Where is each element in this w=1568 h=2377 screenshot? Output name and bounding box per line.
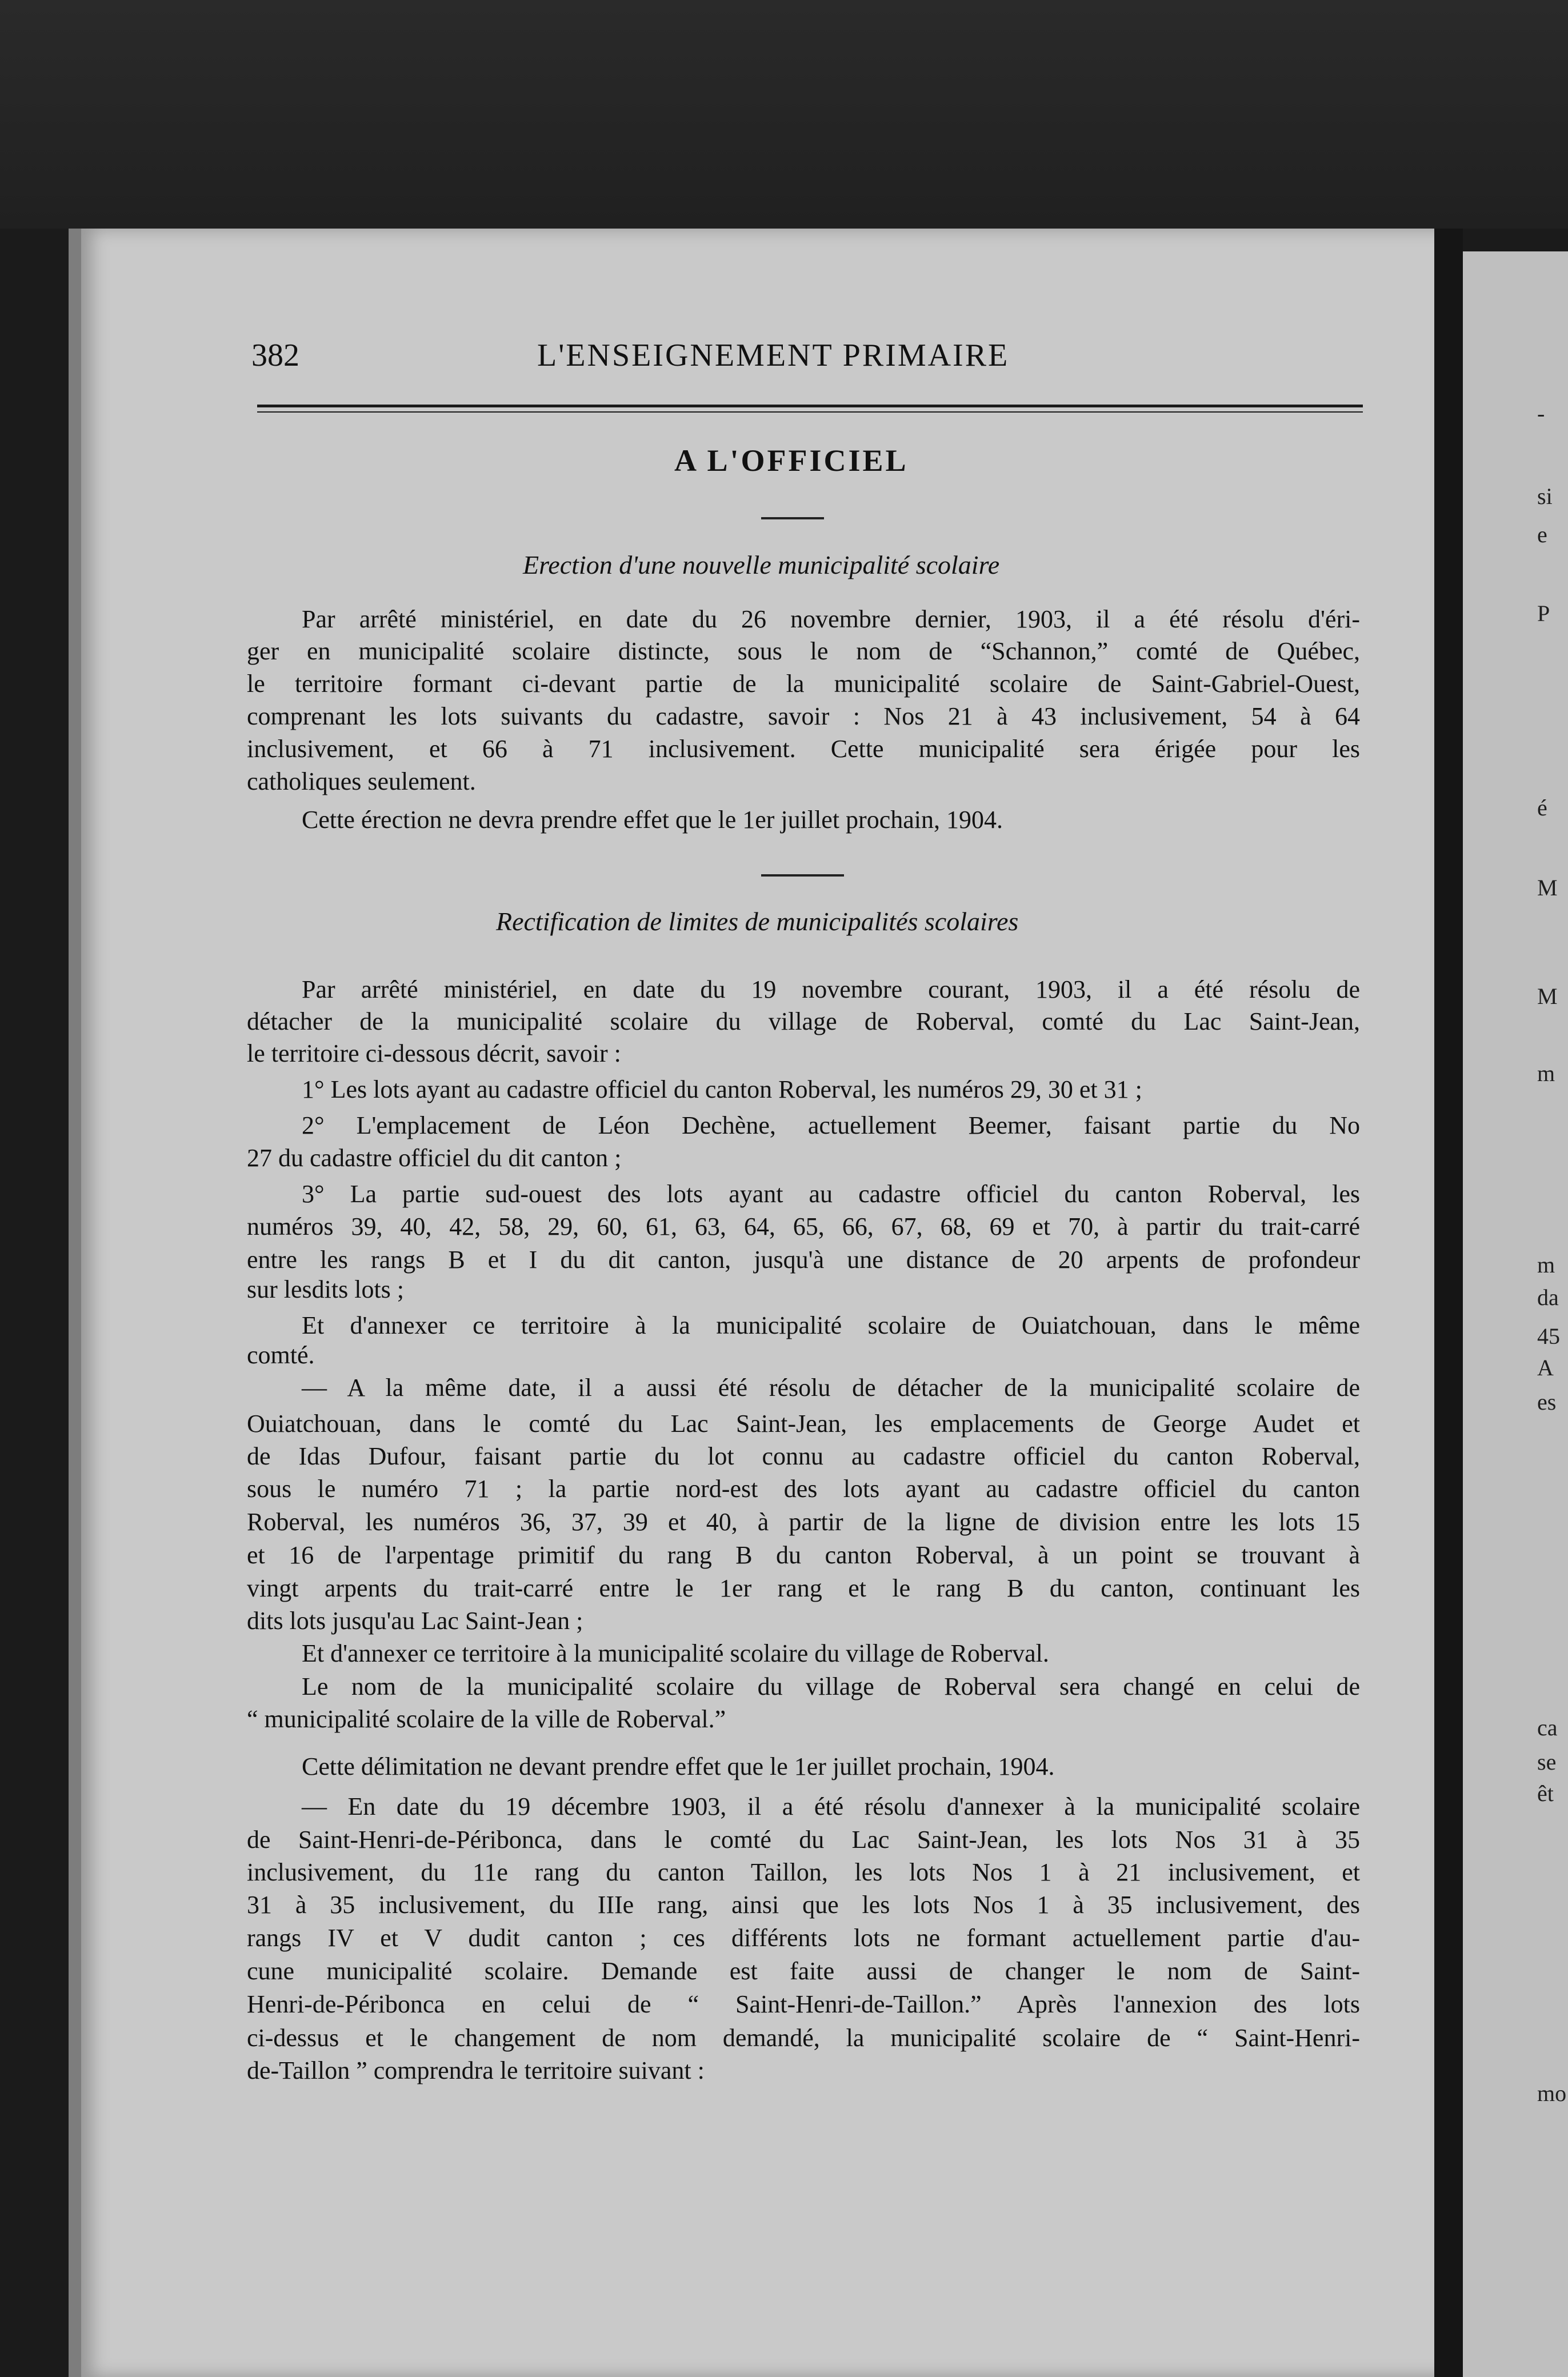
facing-page-fragment: êt xyxy=(1537,1780,1554,1806)
text-line: — A la même date, il a aussi été résolu de détacher de la municipalité scolaire de xyxy=(302,1374,1360,1402)
header-rule-thick xyxy=(257,405,1363,407)
text-line: 2° L'emplacement de Léon Dechène, actuellement Beemer, faisant partie du No xyxy=(302,1111,1360,1139)
text-line: Cette érection ne devra prendre effet que le 1er juillet prochain, 1904. xyxy=(302,806,1003,834)
text-line: ger en municipalité scolaire distincte, sous le nom de “Schannon,” comté de Québec, xyxy=(247,637,1360,665)
facing-page-fragment: mo xyxy=(1537,2080,1567,2106)
facing-page-fragment: ca xyxy=(1537,1715,1558,1740)
text-line: dits lots jusqu'au Lac Saint-Jean ; xyxy=(247,1607,583,1635)
text-line: numéros 39, 40, 42, 58, 29, 60, 61, 63, 64, 65, 66, 67, 68, 69 et 70, à partir du trait-carré xyxy=(247,1212,1360,1240)
text-line: rangs IV et V dudit canton ; ces différents lots ne formant actuellement partie d'au- xyxy=(247,1924,1360,1952)
text-line: Et d'annexer ce territoire à la municipalité scolaire de Ouiatchouan, dans le même xyxy=(302,1311,1360,1339)
facing-page-fragment: é xyxy=(1537,795,1547,821)
title-divider xyxy=(761,517,824,519)
text-line: “ municipalité scolaire de la ville de Roberval.” xyxy=(247,1705,726,1733)
text-line: catholiques seulement. xyxy=(247,767,476,795)
facing-page-fragment: si xyxy=(1537,483,1553,509)
facing-page-fragment: es xyxy=(1537,1389,1557,1415)
text-line: cune municipalité scolaire. Demande est faite aussi de changer le nom de Saint- xyxy=(247,1957,1360,1985)
text-line: Par arrêté ministériel, en date du 19 novembre courant, 1903, il a été résolu de xyxy=(302,975,1360,1003)
facing-page-fragment: se xyxy=(1537,1749,1557,1775)
text-line: Henri-de-Péribonca en celui de “ Saint-Henri-de-Taillon.” Après l'annexion des lots xyxy=(247,1990,1360,2018)
text-line: 3° La partie sud-ouest des lots ayant au cadastre officiel du canton Roberval, les xyxy=(302,1180,1360,1208)
facing-page-fragment: - xyxy=(1537,401,1545,426)
text-line: détacher de la municipalité scolaire du village de Roberval, comté du Lac Saint-Jean, xyxy=(247,1007,1360,1035)
facing-page-fragment: m xyxy=(1537,1061,1555,1086)
text-line: entre les rangs B et I du dit canton, jusqu'à une distance de 20 arpents de profondeur xyxy=(247,1246,1360,1274)
text-line: et 16 de l'arpentage primitif du rang B du canton Roberval, à un point se trouvant à xyxy=(247,1541,1360,1569)
text-line: le territoire ci-dessous décrit, savoir : xyxy=(247,1039,621,1067)
text-line: 31 à 35 inclusivement, du IIIe rang, ainsi que les lots Nos 1 à 35 inclusivement, des xyxy=(247,1891,1360,1919)
text-line: comprenant les lots suivants du cadastre, savoir : Nos 21 à 43 inclusivement, 54 à 64 xyxy=(247,702,1360,730)
facing-page-fragment: M xyxy=(1537,875,1558,901)
text-line: sur lesdits lots ; xyxy=(247,1275,405,1303)
text-line: inclusivement, et 66 à 71 inclusivement. Cette municipalité sera érigée pour les xyxy=(247,735,1360,763)
text-line: inclusivement, du 11e rang du canton Taillon, les lots Nos 1 à 21 inclusivement, et xyxy=(247,1858,1360,1886)
facing-page-fragment: M xyxy=(1537,983,1558,1009)
page-edge xyxy=(69,229,81,2377)
facing-page-fragment: da xyxy=(1537,1284,1559,1310)
text-line: Ouiatchouan, dans le comté du Lac Saint-Jean, les emplacements de George Audet et xyxy=(247,1410,1360,1438)
text-line: comté. xyxy=(247,1341,315,1369)
subheading-erection: Erection d'une nouvelle municipalité scolaire xyxy=(523,550,1000,579)
text-line: Et d'annexer ce territoire à la municipalité scolaire du village de Roberval. xyxy=(302,1639,1049,1667)
text-line: Le nom de la municipalité scolaire du village de Roberval sera changé en celui de xyxy=(302,1672,1360,1700)
facing-page-fragment: 45 xyxy=(1537,1323,1560,1349)
text-line: 27 du cadastre officiel du dit canton ; xyxy=(247,1144,622,1172)
page-number: 382 xyxy=(251,338,299,373)
text-line: le territoire formant ci-devant partie de la municipalité scolaire de Saint-Gabriel-Ouest, xyxy=(247,670,1360,698)
text-line: de Saint-Henri-de-Péribonca, dans le comté du Lac Saint-Jean, les lots Nos 31 à 35 xyxy=(247,1826,1360,1854)
text-line: ci-dessus et le changement de nom demandé, la municipalité scolaire de “ Saint-Henri- xyxy=(247,2024,1360,2052)
section-divider xyxy=(761,874,844,877)
text-line: Roberval, les numéros 36, 37, 39 et 40, à partir de la ligne de division entre les lots 15 xyxy=(247,1508,1360,1536)
facing-page-fragment: e xyxy=(1537,522,1547,547)
facing-page-fragment: m xyxy=(1537,1252,1555,1278)
facing-page-fragment: P xyxy=(1537,601,1550,626)
facing-page xyxy=(1463,251,1568,2377)
text-line: 1° Les lots ayant au cadastre officiel du canton Roberval, les numéros 29, 30 et 31 ; xyxy=(302,1075,1142,1103)
running-title: L'ENSEIGNEMENT PRIMAIRE xyxy=(537,338,1010,373)
subheading-rectification: Rectification de limites de municipalités scolaires xyxy=(496,907,1019,936)
scan-background xyxy=(0,0,1568,229)
text-line: Cette délimitation ne devant prendre effet que le 1er juillet prochain, 1904. xyxy=(302,1752,1055,1780)
header-rule-thin xyxy=(257,411,1363,413)
text-line: Par arrêté ministériel, en date du 26 novembre dernier, 1903, il a été résolu d'éri- xyxy=(302,605,1360,633)
text-line: de-Taillon ” comprendra le territoire suivant : xyxy=(247,2056,705,2084)
book-gutter xyxy=(1434,229,1463,2377)
text-line: vingt arpents du trait-carré entre le 1er rang et le rang B du canton, continuant les xyxy=(247,1574,1360,1602)
facing-page-fragment: A xyxy=(1537,1355,1554,1380)
text-line: sous le numéro 71 ; la partie nord-est des lots ayant au cadastre officiel du canton xyxy=(247,1475,1360,1503)
text-line: de Idas Dufour, faisant partie du lot connu au cadastre officiel du canton Roberval, xyxy=(247,1442,1360,1470)
text-line: — En date du 19 décembre 1903, il a été résolu d'annexer à la municipalité scolaire xyxy=(302,1792,1360,1820)
